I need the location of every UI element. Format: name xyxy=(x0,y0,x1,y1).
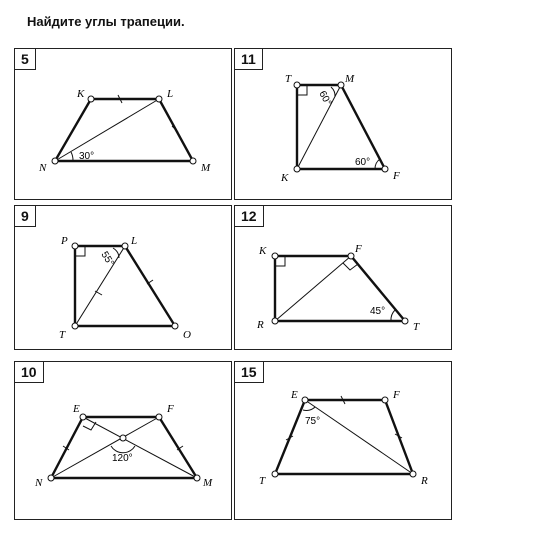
trapezoid-diagram xyxy=(15,49,231,199)
vertex-label: T xyxy=(413,321,420,333)
angle-label: 55° xyxy=(98,249,116,269)
problem-10-panel xyxy=(14,361,232,520)
angle-label: 120° xyxy=(112,453,133,464)
vertex-label: T xyxy=(259,475,266,487)
vertex-label: F xyxy=(167,403,174,415)
problem-11-panel xyxy=(234,48,452,200)
vertex-label: F xyxy=(393,170,400,182)
problem-9-panel xyxy=(14,205,232,350)
problem-12-panel xyxy=(234,205,452,350)
problem-5-panel xyxy=(14,48,232,200)
problem-15-panel xyxy=(234,361,452,520)
vertex-label: L xyxy=(131,235,138,247)
vertex-label: P xyxy=(61,235,68,247)
problem-number: 12 xyxy=(235,206,264,227)
trapezoid-diagram xyxy=(15,362,231,519)
vertex-label: N xyxy=(39,162,47,174)
problem-number: 15 xyxy=(235,362,264,383)
vertex-label: F xyxy=(355,243,362,255)
trapezoid-diagram xyxy=(15,206,231,349)
vertex-label: R xyxy=(421,475,428,487)
angle-label: 30° xyxy=(79,151,95,162)
problem-number: 11 xyxy=(235,49,263,70)
vertex-label: E xyxy=(291,389,298,401)
angle-label: 60° xyxy=(316,89,334,108)
vertex-label: E xyxy=(73,403,80,415)
vertex-label: K xyxy=(281,172,289,184)
vertex-label: N xyxy=(35,477,43,489)
vertex-label: T xyxy=(285,73,292,85)
problem-number: 5 xyxy=(15,49,36,70)
vertex-label: M xyxy=(201,162,211,174)
angle-label: 45° xyxy=(370,306,386,317)
problem-number: 9 xyxy=(15,206,36,227)
vertex-label: M xyxy=(203,477,213,489)
vertex-label: L xyxy=(167,88,174,100)
vertex-label: T xyxy=(59,329,66,341)
angle-label: 75° xyxy=(305,416,321,427)
page-title: Найдите углы трапеции. xyxy=(27,14,185,29)
vertex-label: M xyxy=(345,73,355,85)
angle-label: 60° xyxy=(355,157,371,168)
vertex-label: K xyxy=(77,88,85,100)
trapezoid-diagram xyxy=(235,49,451,199)
vertex-label: R xyxy=(257,319,264,331)
problem-number: 10 xyxy=(15,362,44,383)
vertex-label: O xyxy=(183,329,191,341)
vertex-label: K xyxy=(259,245,267,257)
vertex-label: F xyxy=(393,389,400,401)
trapezoid-diagram xyxy=(235,362,451,519)
trapezoid-diagram xyxy=(235,206,451,349)
